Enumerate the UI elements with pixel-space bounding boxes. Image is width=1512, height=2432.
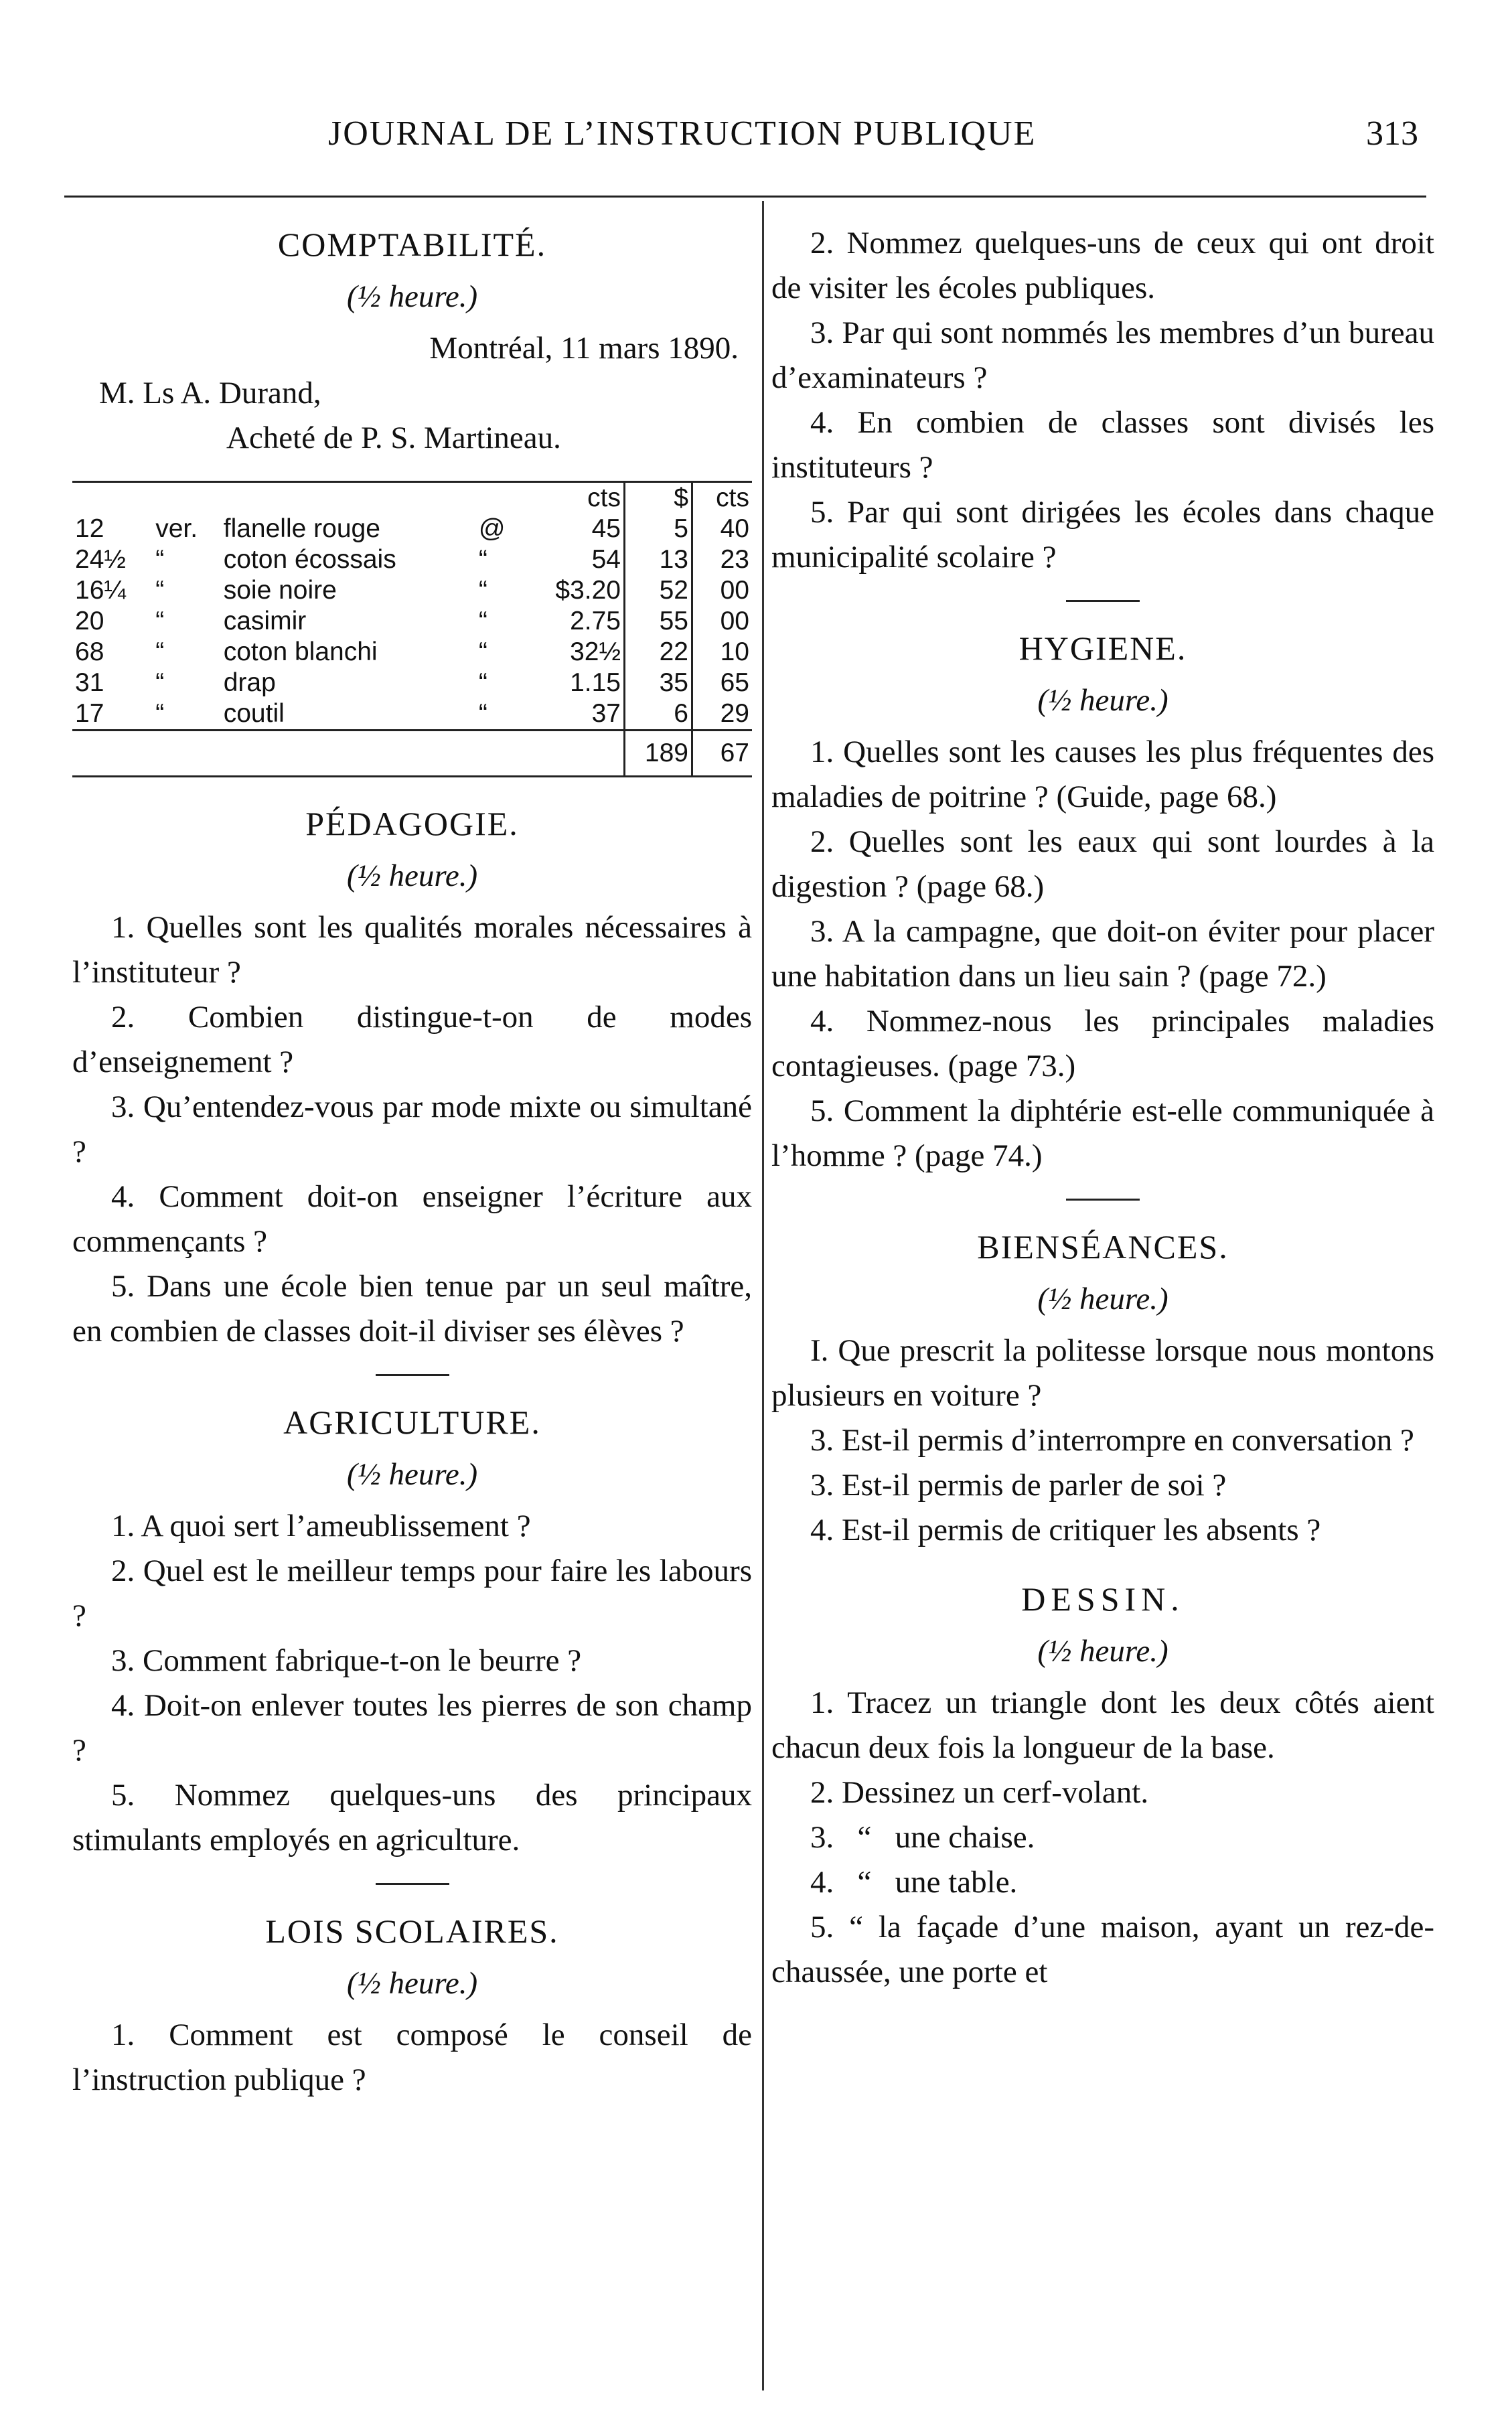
invoice-at: “: [478, 607, 487, 635]
invoice-price: 37: [591, 699, 621, 728]
invoice-item: flanelle rouge: [223, 514, 380, 543]
invoice-qty: 12: [75, 514, 104, 543]
invoice-row: [72, 514, 752, 544]
total-cents: 67: [692, 731, 753, 777]
dessin-q5: 5. “ la façade d’une maison, ayant un rez-de-chaussée, une porte et: [771, 1910, 1434, 1989]
invoice-dollars: 35: [625, 668, 692, 698]
invoice-item: drap: [223, 668, 276, 697]
dessin-q4: 4. “ une table.: [810, 1865, 1018, 1900]
invoice-price: 1.15: [570, 668, 621, 697]
invoice-item: coutil: [223, 699, 285, 728]
section-separator: [376, 1374, 449, 1376]
bienseances-q1: I. Que prescrit la politesse lorsque nous montons plusieurs en voiture ?: [771, 1333, 1434, 1413]
invoice-qty: 17: [75, 699, 104, 728]
section-separator: [376, 1883, 449, 1885]
invoice-cents: 10: [692, 637, 753, 668]
hygiene-q5: 5. Comment la diphtérie est-elle communiquée à l’homme ? (page 74.): [771, 1093, 1434, 1173]
dessin-q1: 1. Tracez un triangle dont les deux côtés aient chacun deux fois la longueur de la base.: [771, 1685, 1434, 1765]
invoice-price: 32½: [570, 637, 621, 666]
invoice-at: “: [478, 576, 487, 605]
pedagogie-q3: 3. Qu’entendez-vous par mode mixte ou simultané ?: [72, 1089, 752, 1169]
bienseances-duration: (½ heure.): [1037, 1282, 1168, 1316]
pedagogie-duration: (½ heure.): [346, 858, 478, 893]
invoice-dollars: 5: [625, 514, 692, 544]
invoice-price: $3.20: [555, 576, 621, 605]
pedagogie-q1: 1. Quelles sont les qualités morales nécessaires à l’instituteur ?: [72, 910, 752, 990]
invoice-qty: 68: [75, 637, 104, 666]
bienseances-heading: BIENSÉANCES.: [977, 1228, 1229, 1266]
bienseances-q2: 3. Est-il permis d’interrompre en conversation ?: [810, 1423, 1414, 1458]
invoice-total-row: [72, 731, 752, 777]
left-column: [72, 221, 752, 2103]
col-cents-header: cts: [692, 482, 753, 514]
invoice-cents: 00: [692, 575, 753, 606]
dessin-heading: DESSIN.: [1021, 1580, 1185, 1618]
invoice-row: [72, 637, 752, 668]
invoice-at: “: [478, 699, 487, 728]
invoice-unit: “: [155, 576, 165, 605]
comptabilite-duration: (½ heure.): [346, 279, 478, 314]
invoice-unit: “: [155, 699, 165, 728]
agriculture-q1: 1. A quoi sert l’ameublissement ?: [111, 1509, 531, 1543]
invoice-unit: “: [155, 607, 165, 635]
pedagogie-heading: PÉDAGOGIE.: [305, 805, 519, 842]
invoice-unit: ver.: [155, 514, 198, 543]
invoice-rows: [72, 514, 752, 731]
agriculture-q2: 2. Quel est le meilleur temps pour faire les labours ?: [72, 1553, 752, 1633]
lois-q3: 3. Par qui sont nommés les membres d’un bureau d’examinateurs ?: [771, 315, 1434, 395]
invoice-row: [72, 698, 752, 731]
page-header: [0, 114, 1512, 167]
invoice-row: [72, 544, 752, 575]
invoice-dollars: 22: [625, 637, 692, 668]
invoice-header-row: [72, 482, 752, 514]
invoice-dollars: 13: [625, 544, 692, 575]
lois-q1: 1. Comment est composé le conseil de l’instruction publique ?: [72, 2018, 752, 2097]
dessin-duration: (½ heure.): [1037, 1634, 1168, 1669]
agriculture-heading: AGRICULTURE.: [283, 1403, 541, 1441]
journal-title: JOURNAL DE L’INSTRUCTION PUBLIQUE: [328, 115, 1037, 153]
lois-duration: (½ heure.): [346, 1966, 478, 2001]
lois-heading: LOIS SCOLAIRES.: [265, 1912, 559, 1950]
invoice-dollars: 55: [625, 606, 692, 637]
dessin-q3: 3. “ une chaise.: [810, 1820, 1035, 1855]
hygiene-duration: (½ heure.): [1037, 683, 1168, 718]
invoice-dollars: 52: [625, 575, 692, 606]
invoice-unit: “: [155, 545, 165, 574]
invoice-cents: 65: [692, 668, 753, 698]
invoice-qty: 31: [75, 668, 104, 697]
invoice-row: [72, 575, 752, 606]
pedagogie-q2: 2. Combien distingue-t-on de modes d’enseignement ?: [72, 1000, 752, 1079]
invoice-price: 45: [591, 514, 621, 543]
header-rule: [64, 196, 1426, 198]
lois-q2: 2. Nommez quelques-uns de ceux qui ont droit de visiter les écoles publiques.: [771, 226, 1434, 305]
invoice-price: 54: [591, 545, 621, 574]
invoice-price: 2.75: [570, 607, 621, 635]
hygiene-q2: 2. Quelles sont les eaux qui sont lourdes à la digestion ? (page 68.): [771, 824, 1434, 904]
lois-q4: 4. En combien de classes sont divisés les instituteurs ?: [771, 405, 1434, 485]
section-separator: [1066, 1199, 1140, 1201]
hygiene-q4: 4. Nommez-nous les principales maladies contagieuses. (page 73.): [771, 1004, 1434, 1083]
bienseances-q3: 3. Est-il permis de parler de soi ?: [810, 1468, 1227, 1503]
pedagogie-q5: 5. Dans une école bien tenue par un seul maître, en combien de classes doit-il diviser ses élèves ?: [72, 1269, 752, 1349]
invoice-unit: “: [155, 637, 165, 666]
invoice-seller: Acheté de P. S. Martineau.: [226, 421, 561, 455]
invoice-dollars: 6: [625, 698, 692, 731]
invoice-at: “: [478, 637, 487, 666]
agriculture-q5: 5. Nommez quelques-uns des principaux stimulants employés en agriculture.: [72, 1778, 752, 1857]
invoice-row: [72, 668, 752, 698]
hygiene-q3: 3. A la campagne, que doit-on éviter pour placer une habitation dans un lieu sain ? (page 72.): [771, 914, 1434, 994]
section-separator: [1066, 600, 1140, 602]
invoice-qty: 24½: [75, 545, 126, 574]
col-cts-header: cts: [587, 483, 621, 512]
pedagogie-q4: 4. Comment doit-on enseigner l’écriture aux commençants ?: [72, 1179, 752, 1259]
hygiene-heading: HYGIENE.: [1018, 629, 1187, 667]
invoice-item: coton blanchi: [223, 637, 378, 666]
comptabilite-heading: COMPTABILITÉ.: [277, 226, 547, 263]
invoice-row: [72, 606, 752, 637]
invoice-item: soie noire: [223, 576, 337, 605]
invoice-cents: 23: [692, 544, 753, 575]
lois-q5: 5. Par qui sont dirigées les écoles dans chaque municipalité scolaire ?: [771, 495, 1434, 575]
invoice-cents: 40: [692, 514, 753, 544]
invoice-date: Montréal, 11 mars 1890.: [429, 331, 739, 366]
agriculture-q3: 3. Comment fabrique-t-on le beurre ?: [111, 1643, 582, 1678]
agriculture-q4: 4. Doit-on enlever toutes les pierres de son champ ?: [72, 1688, 752, 1768]
invoice-unit: “: [155, 668, 165, 697]
invoice-qty: 16¼: [75, 576, 126, 605]
invoice-qty: 20: [75, 607, 104, 635]
invoice-item: casimir: [223, 607, 307, 635]
total-dollars: 189: [625, 731, 692, 777]
hygiene-q1: 1. Quelles sont les causes les plus fréquentes des maladies de poitrine ? (Guide, page 68.): [771, 735, 1434, 814]
right-column: [771, 221, 1434, 1995]
invoice-at: “: [478, 545, 487, 574]
invoice-item: coton écossais: [223, 545, 396, 574]
invoice-cents: 29: [692, 698, 753, 731]
invoice-table: [72, 481, 752, 777]
page-number: 313: [1366, 115, 1418, 153]
invoice-cents: 00: [692, 606, 753, 637]
invoice-addressee: M. Ls A. Durand,: [99, 376, 321, 410]
column-divider: [762, 201, 764, 2390]
bienseances-q4: 4. Est-il permis de critiquer les absents ?: [810, 1513, 1321, 1547]
dessin-q2: 2. Dessinez un cerf-volant.: [810, 1775, 1149, 1810]
agriculture-duration: (½ heure.): [346, 1457, 478, 1492]
col-dollar-header: $: [625, 482, 692, 514]
invoice-at: @: [478, 514, 506, 543]
invoice-at: “: [478, 668, 487, 697]
